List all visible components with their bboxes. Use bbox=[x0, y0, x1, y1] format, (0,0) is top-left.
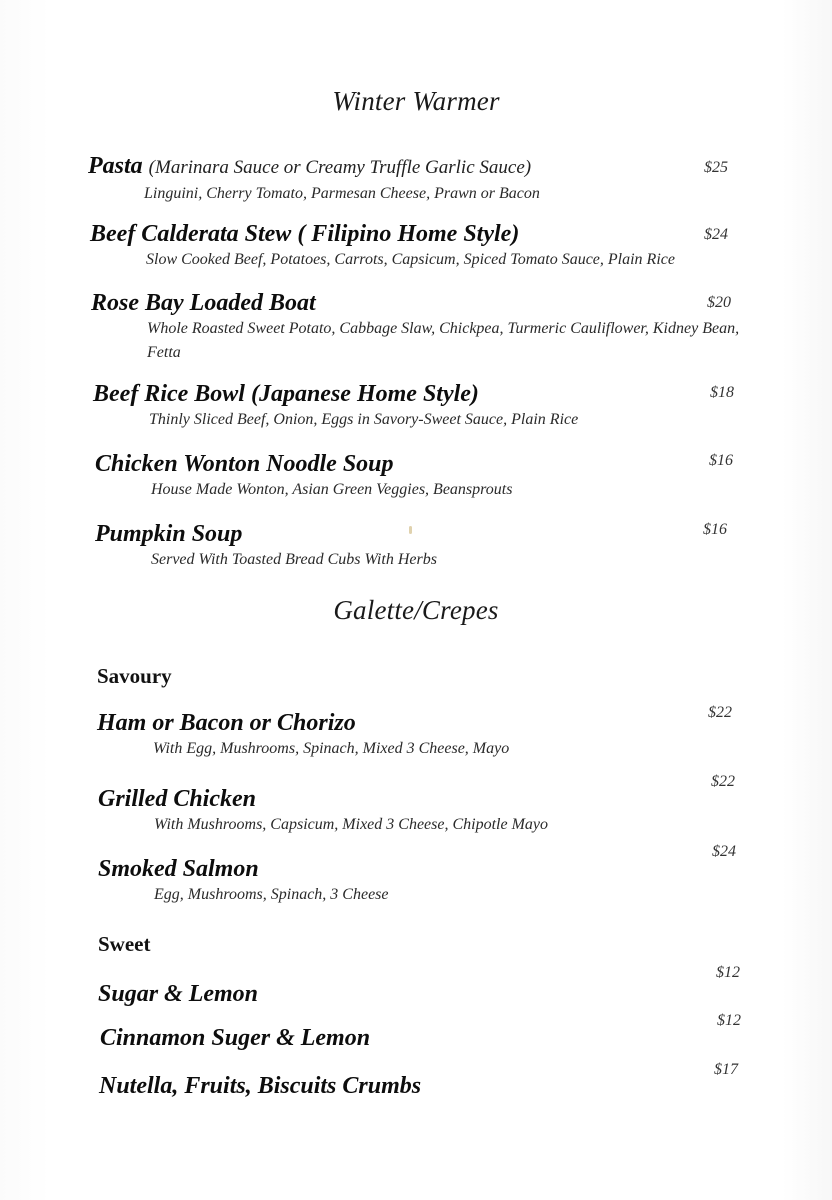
item-description: With Egg, Mushrooms, Spinach, Mixed 3 Cheese, Mayo bbox=[153, 740, 510, 757]
menu-item-sugar-lemon bbox=[98, 980, 758, 1008]
item-name: Rose Bay Loaded Boat bbox=[91, 290, 316, 316]
item-price: $18 bbox=[710, 384, 734, 401]
menu-item-rose-bay-loaded-boat bbox=[91, 289, 751, 365]
menu-item-cinnamon-suger-lemon bbox=[100, 1024, 760, 1052]
item-price: $25 bbox=[704, 159, 728, 176]
item-description: Egg, Mushrooms, Spinach, 3 Cheese bbox=[154, 886, 389, 903]
item-description: House Made Wonton, Asian Green Veggies, Beansprouts bbox=[151, 481, 513, 498]
item-note: (Marinara Sauce or Creamy Truffle Garlic Sauce) bbox=[148, 157, 532, 178]
item-name: Pasta bbox=[88, 153, 143, 179]
item-price: $24 bbox=[712, 843, 736, 860]
paper-mark bbox=[409, 526, 412, 534]
menu-item-nutella-fruits-biscuits bbox=[99, 1072, 759, 1100]
subheading-savoury: Savoury bbox=[97, 664, 172, 688]
item-price: $12 bbox=[717, 1012, 741, 1029]
item-name: Cinnamon Suger & Lemon bbox=[100, 1025, 371, 1051]
item-price: $22 bbox=[708, 704, 732, 721]
item-name: Smoked Salmon bbox=[98, 856, 259, 882]
item-price: $12 bbox=[716, 964, 740, 981]
item-name: Grilled Chicken bbox=[98, 786, 257, 812]
item-description: With Mushrooms, Capsicum, Mixed 3 Cheese, Chipotle Mayo bbox=[154, 816, 549, 833]
item-price: $20 bbox=[707, 294, 731, 311]
menu-item-pumpkin-soup bbox=[95, 520, 755, 572]
item-price: $24 bbox=[704, 226, 728, 243]
subheading-sweet: Sweet bbox=[98, 932, 151, 956]
item-price: $22 bbox=[711, 773, 735, 790]
menu-item-chicken-wonton-noodle-soup bbox=[95, 450, 755, 502]
item-price: $17 bbox=[714, 1061, 738, 1078]
item-description: Served With Toasted Bread Cubs With Herbs bbox=[151, 551, 437, 568]
section-title-winter-warmer: Winter Warmer bbox=[332, 86, 500, 116]
menu-item-beef-rice-bowl bbox=[93, 380, 753, 432]
menu-item-pasta bbox=[88, 152, 748, 206]
section-title-galette-crepes: Galette/Crepes bbox=[333, 595, 499, 625]
item-name: Pumpkin Soup bbox=[95, 521, 243, 547]
item-price: $16 bbox=[703, 521, 727, 538]
menu-item-grilled-chicken bbox=[98, 785, 758, 837]
item-name: Nutella, Fruits, Biscuits Crumbs bbox=[99, 1073, 422, 1099]
item-name: Ham or Bacon or Chorizo bbox=[97, 710, 356, 736]
item-description: Whole Roasted Sweet Potato, Cabbage Slaw, Chickpea, Turmeric Cauliflower, Kidney Bean, Fetta bbox=[147, 320, 740, 361]
item-name: Beef Rice Bowl (Japanese Home Style) bbox=[93, 381, 479, 407]
item-name: Sugar & Lemon bbox=[98, 981, 259, 1007]
item-name: Beef Calderata Stew ( Filipino Home Style) bbox=[90, 221, 520, 247]
item-name: Chicken Wonton Noodle Soup bbox=[95, 451, 394, 477]
menu-item-ham-bacon-chorizo bbox=[97, 709, 757, 761]
item-description: Slow Cooked Beef, Potatoes, Carrots, Capsicum, Spiced Tomato Sauce, Plain Rice bbox=[146, 251, 675, 268]
menu-item-smoked-salmon bbox=[98, 855, 758, 907]
item-description: Thinly Sliced Beef, Onion, Eggs in Savory-Sweet Sauce, Plain Rice bbox=[149, 411, 579, 428]
item-description: Linguini, Cherry Tomato, Parmesan Cheese, Prawn or Bacon bbox=[144, 185, 540, 202]
item-price: $16 bbox=[709, 452, 733, 469]
menu-item-beef-calderata-stew bbox=[90, 220, 750, 272]
